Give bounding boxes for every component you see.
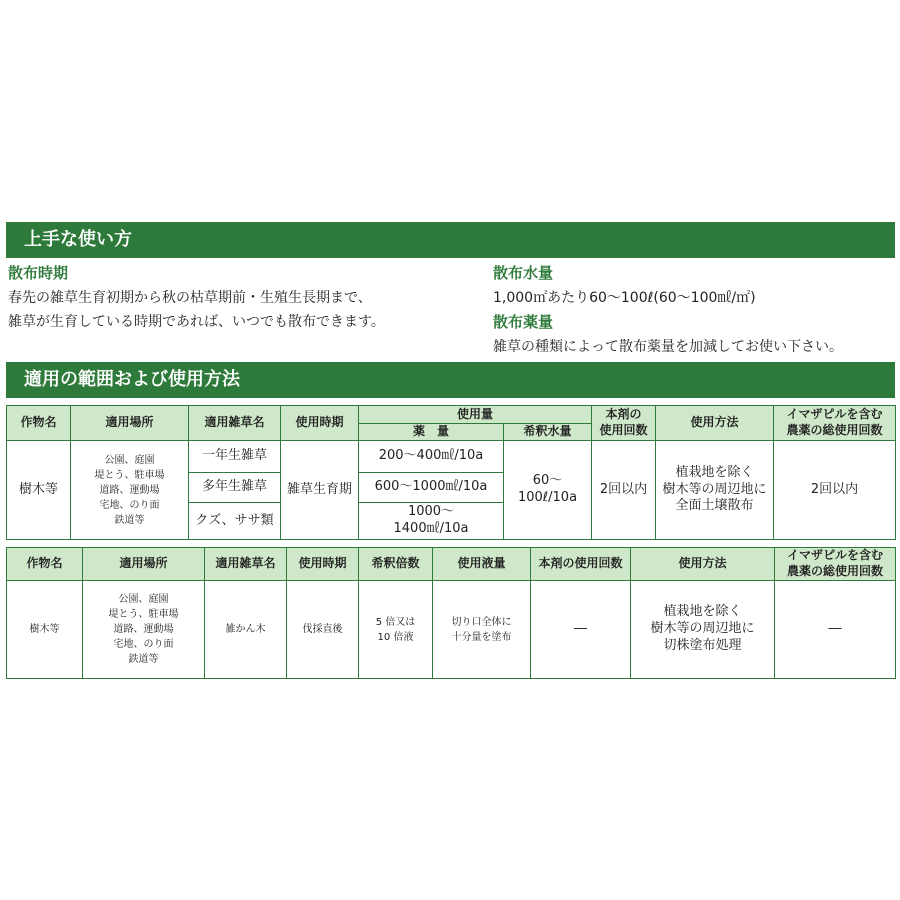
place-item: 堤とう、駐車場 [94, 469, 165, 481]
header-total-count-line2: 農薬の総使用回数 [786, 564, 883, 578]
drug-amount-line1: 1000～ [407, 504, 455, 520]
crop-cell: 樹木等 [7, 581, 83, 679]
dilution-cell [359, 581, 433, 679]
spray-timing-line2: 雑草が生育している時期であれば、いつでも散布できます。 [8, 314, 385, 330]
place-item: 宅地、のり面 [113, 639, 174, 650]
drug-amount-cell: 600～1000㎖/10a [359, 473, 504, 503]
place-cell [71, 441, 189, 540]
header-timing: 使用時期 [281, 406, 359, 441]
use-count-cell: ― [531, 581, 631, 679]
place-item: 鉄道等 [114, 514, 145, 526]
weed-cell: 多年生雑草 [189, 473, 281, 503]
method-line1: 植栽地を除く [663, 604, 742, 620]
spray-dose-heading: 散布薬量 [493, 313, 554, 331]
spray-water-line: 1,000㎡あたり60～100ℓ(60～100㎖/㎡) [493, 290, 756, 306]
usage-table-spray [6, 405, 896, 540]
method-line2: 樹木等の周辺地に [662, 481, 767, 497]
method-cell [631, 581, 775, 679]
header-weed: 適用雑草名 [189, 406, 281, 441]
water-amount-line1: 60～ [532, 473, 563, 489]
drug-amount-cell: 200～400㎖/10a [359, 441, 504, 473]
header-crop: 作物名 [7, 406, 71, 441]
spray-dose-line: 雑草の種類によって散布薬量を加減してお使い下さい。 [493, 339, 843, 355]
timing-cell: 雑草生育期 [281, 441, 359, 540]
header-total-count [774, 406, 896, 441]
method-line2: 樹木等の周辺地に [650, 621, 755, 637]
header-amount-drug: 薬 量 [359, 424, 504, 441]
header-method: 使用方法 [656, 406, 774, 441]
header-liquid: 使用液量 [433, 548, 531, 581]
weed-cell: 雑かん木 [205, 581, 287, 679]
place-item: 公園、庭園 [104, 454, 155, 466]
liquid-line1: 切り口全体に [451, 616, 512, 628]
place-item: 堤とう、駐車場 [108, 609, 179, 620]
section-title-usage: 上手な使い方 [6, 222, 895, 258]
drug-amount-cell [359, 503, 504, 540]
place-item: 公園、庭園 [118, 594, 169, 605]
place-item: 道路、運動場 [113, 624, 174, 635]
header-amount: 使用量 [359, 406, 592, 424]
place-item: 道路、運動場 [99, 484, 160, 496]
header-use-count-line2: 使用回数 [599, 423, 648, 437]
weed-cell: クズ、ササ類 [189, 503, 281, 540]
total-count-cell: ― [775, 581, 896, 679]
water-amount-line2: 100ℓ/10a [517, 490, 578, 505]
dilution-line1: 5 倍又は [375, 616, 416, 628]
timing-cell: 伐採直後 [287, 581, 359, 679]
header-total-count [775, 548, 896, 581]
header-place: 適用場所 [83, 548, 205, 581]
header-use-count [592, 406, 656, 441]
method-line3: 全面土壌散布 [675, 498, 754, 514]
header-amount-water: 希釈水量 [504, 424, 592, 441]
header-weed: 適用雑草名 [205, 548, 287, 581]
header-total-count-line2: 農薬の総使用回数 [786, 423, 883, 437]
method-line1: 植栽地を除く [675, 464, 754, 480]
header-timing: 使用時期 [287, 548, 359, 581]
method-cell [656, 441, 774, 540]
liquid-line2: 十分量を塗布 [451, 631, 512, 643]
crop-cell: 樹木等 [7, 441, 71, 540]
method-line3: 切株塗布処理 [663, 637, 742, 653]
spray-water-heading: 散布水量 [493, 264, 554, 282]
total-count-cell: 2回以内 [774, 441, 896, 540]
dilution-line2: 10 倍液 [377, 631, 414, 643]
spray-timing-heading: 散布時期 [8, 264, 69, 282]
drug-amount-line2: 1400㎖/10a [393, 521, 469, 536]
place-item: 宅地、のり面 [99, 499, 160, 511]
header-crop: 作物名 [7, 548, 83, 581]
header-method: 使用方法 [631, 548, 775, 581]
weed-cell: 一年生雑草 [189, 441, 281, 473]
spray-timing-line1: 春先の雑草生育初期から秋の枯草期前・生殖生長期まで、 [8, 290, 372, 306]
water-amount-cell [504, 441, 592, 540]
place-item: 鉄道等 [128, 654, 159, 665]
header-total-count-line1: イマザピルを含む [786, 548, 883, 563]
header-use-count: 本剤の使用回数 [531, 548, 631, 581]
header-place: 適用場所 [71, 406, 189, 441]
liquid-cell [433, 581, 531, 679]
usage-table-stump [6, 547, 896, 679]
place-cell [83, 581, 205, 679]
header-total-count-line1: イマザピルを含む [786, 407, 883, 422]
header-dilution: 希釈倍数 [359, 548, 433, 581]
section-title-scope: 適用の範囲および使用方法 [6, 362, 895, 398]
header-use-count-line1: 本剤の [605, 407, 642, 422]
use-count-cell: 2回以内 [592, 441, 656, 540]
